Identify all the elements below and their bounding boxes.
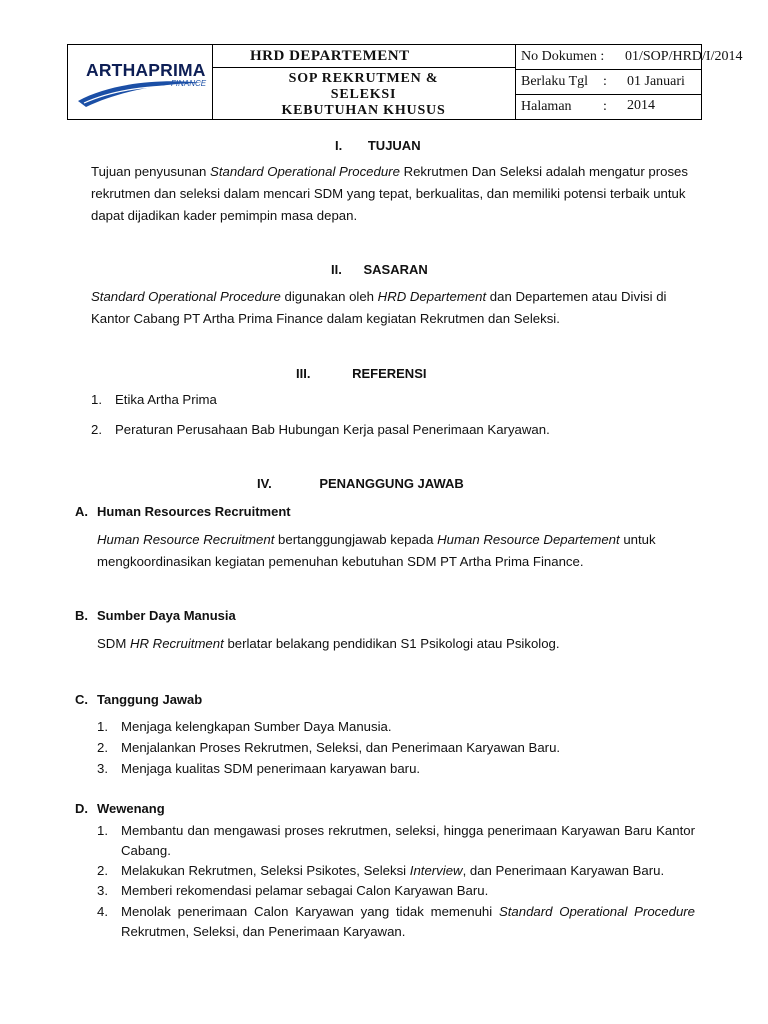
- doc-number-row: [515, 45, 743, 70]
- header-meta-cell: [515, 45, 743, 119]
- document-header: [67, 44, 743, 120]
- list-number: 1.: [97, 823, 108, 838]
- text-run: bertanggungjawab kepada: [274, 532, 438, 547]
- section-2-title: SASARAN: [363, 262, 428, 277]
- list-text: Etika Artha Prima: [115, 392, 217, 407]
- subsection-letter: D.: [75, 801, 88, 816]
- list-text: Peraturan Perusahaan Bab Hubungan Kerja pasal Penerimaan Karyawan.: [115, 422, 550, 437]
- logo-text: ARTHAPRIMA: [86, 60, 206, 80]
- text-run-italic: Standard Operational Procedure: [210, 164, 400, 179]
- list-number: 4.: [97, 904, 108, 919]
- section-1-number: I.: [335, 138, 343, 153]
- page-colon: :: [603, 99, 607, 114]
- page-row: [515, 95, 701, 120]
- list-number: 2.: [97, 740, 108, 755]
- section-3-heading: [296, 366, 426, 381]
- subsection-a-paragraph: [97, 529, 695, 573]
- list-number: 2.: [97, 863, 108, 878]
- list-number: 3.: [97, 883, 108, 898]
- list-text: Menjaga kelengkapan Sumber Daya Manusia.: [121, 719, 392, 734]
- authority-item: [97, 861, 695, 881]
- subsection-b-heading: [75, 608, 236, 623]
- text-run: Rekrutmen, Seleksi, dan Penerimaan Karyawan.: [121, 924, 406, 939]
- section-4-number: IV.: [257, 476, 272, 491]
- section-2-number: II.: [331, 262, 342, 277]
- text-run-italic: Human Resource Recruitment: [97, 532, 275, 547]
- list-number: 3.: [97, 761, 108, 776]
- text-run-italic: Standard Operational Procedure: [91, 289, 281, 304]
- authority-item: [97, 821, 695, 861]
- list-number: 1.: [91, 392, 102, 407]
- section-1-title: TUJUAN: [367, 138, 421, 153]
- authority-item: [97, 881, 695, 901]
- list-text: Membantu dan mengawasi proses rekrutmen, seleksi, hingga penerimaan Karyawan Baru Kantor Cabang.: [121, 823, 695, 858]
- logo-subtext: FINANCE: [171, 79, 207, 88]
- responsibility-item: [97, 738, 695, 758]
- text-run-italic: Interview: [409, 863, 463, 878]
- doc-number-label: No Dokumen :: [521, 49, 605, 64]
- title-line-1: SOP REKRUTMEN &: [288, 71, 439, 86]
- subsection-letter: B.: [75, 608, 88, 623]
- title-line-3: KEBUTUHAN KHUSUS: [281, 103, 446, 118]
- section-3-number: III.: [296, 366, 311, 381]
- subsection-b-paragraph: [97, 633, 695, 655]
- effective-date-label: Berlaku Tgl: [521, 74, 589, 89]
- subsection-letter: C.: [75, 692, 88, 707]
- text-run: berlatar belakang pendidikan S1 Psikologi atau Psikolog.: [223, 636, 560, 651]
- text-run-italic: Human Resource Departement: [437, 532, 620, 547]
- doc-number-value: 01/SOP/HRD/I/2014: [625, 49, 743, 64]
- subsection-a-heading: [75, 504, 291, 519]
- text-run-italic: HR Recruitment: [129, 636, 224, 651]
- list-text: Menjalankan Proses Rekrutmen, Seleksi, dan Penerimaan Karyawan Baru.: [121, 740, 561, 755]
- section-3-title: REFERENSI: [352, 366, 427, 381]
- subsection-title: Wewenang: [97, 801, 165, 816]
- text-run: Menolak penerimaan Calon Karyawan yang tidak memenuhi: [121, 904, 499, 919]
- title-line-2: SELEKSI: [330, 87, 397, 102]
- reference-item: [91, 390, 689, 410]
- text-run: dan Departemen atau Divisi di Kantor Cabang PT Artha Prima Finance dalam kegiatan Rekrutmen dan Seleksi.: [91, 289, 667, 326]
- subsection-title: Tanggung Jawab: [97, 692, 203, 707]
- subsection-c-heading: [75, 692, 202, 707]
- department-name: HRD DEPARTEMENT: [212, 45, 515, 68]
- section-4-heading: [257, 476, 464, 491]
- text-run: untuk mengkoordinasikan kegiatan pemenuhan kebutuhan SDM PT Artha Prima Finance.: [97, 532, 656, 569]
- text-run: Rekrutmen Dan Seleksi adalah mengatur proses rekrutmen dan seleksi dalam mencari SDM yang tepat, berkualitas, dan memiliki potensi terbaik untuk dapat dijadikan kader pemimpin masa depan.: [91, 164, 688, 223]
- effective-date-value: 01 Januari 2014: [627, 74, 685, 113]
- section-4-title: PENANGGUNG JAWAB: [319, 476, 464, 491]
- text-run: Tujuan penyusunan: [91, 164, 211, 179]
- subsection-title: Human Resources Recruitment: [97, 504, 291, 519]
- section-1-paragraph: [91, 161, 695, 227]
- reference-item: [91, 420, 689, 440]
- header-title-cell: [212, 45, 516, 119]
- text-run: digunakan oleh: [280, 289, 378, 304]
- logo-cell: [68, 45, 213, 119]
- subsection-letter: A.: [75, 504, 88, 519]
- subsection-title: Sumber Daya Manusia: [97, 608, 236, 623]
- text-run: Melakukan Rekrutmen, Seleksi Psikotes, Seleksi: [121, 863, 410, 878]
- section-1-heading: [335, 138, 421, 153]
- section-2-heading: [331, 262, 428, 277]
- text-run: , dan Penerimaan Karyawan Baru.: [462, 863, 665, 878]
- document-title: [212, 68, 515, 119]
- list-text: Menjaga kualitas SDM penerimaan karyawan baru.: [121, 761, 421, 776]
- list-number: 1.: [97, 719, 108, 734]
- list-number: 2.: [91, 422, 102, 437]
- text-run-italic: Standard Operational Procedure: [498, 904, 696, 919]
- authority-item: [97, 902, 695, 942]
- text-run-italic: HRD Departement: [377, 289, 487, 304]
- page-label: Halaman: [521, 99, 572, 114]
- effective-date-colon: :: [603, 74, 607, 89]
- responsibility-item: [97, 717, 695, 737]
- subsection-d-heading: [75, 801, 165, 816]
- responsibility-item: [97, 759, 695, 779]
- list-text: Memberi rekomendasi pelamar sebagai Calon Karyawan Baru.: [121, 883, 489, 898]
- section-2-paragraph: [91, 286, 695, 330]
- text-run: SDM: [97, 636, 130, 651]
